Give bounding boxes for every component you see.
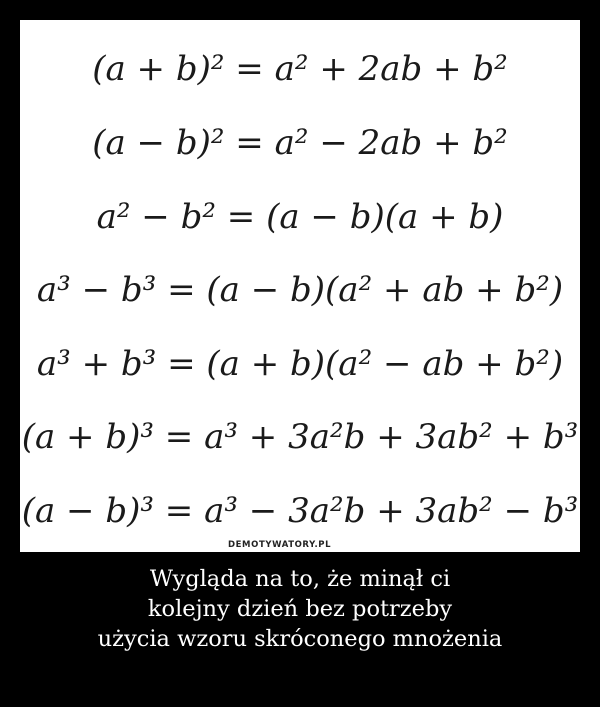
caption-line: Wygląda na to, że minął ci bbox=[149, 566, 451, 592]
caption-line: kolejny dzień bez potrzeby bbox=[147, 596, 453, 622]
formula-sum-of-cubes: a³ + b³ = (a + b)(a² − ab + b²) bbox=[36, 344, 564, 384]
formula-square-of-sum: (a + b)² = a² + 2ab + b² bbox=[92, 49, 508, 89]
caption bbox=[0, 564, 600, 654]
caption-line: użycia wzoru skróconego mnożenia bbox=[97, 626, 503, 652]
poster-image bbox=[20, 20, 580, 552]
formula-difference-of-squares: a² − b² = (a − b)(a + b) bbox=[96, 197, 504, 237]
watermark: DEMOTYWATORY.PL bbox=[224, 539, 335, 552]
formula-square-of-difference: (a − b)² = a² − 2ab + b² bbox=[92, 123, 508, 163]
formula-cube-of-sum: (a + b)³ = a³ + 3a²b + 3ab² + b³ bbox=[21, 417, 579, 457]
formula-cube-of-difference: (a − b)³ = a³ − 3a²b + 3ab² − b³ bbox=[21, 491, 579, 531]
formula-difference-of-cubes: a³ − b³ = (a − b)(a² + ab + b²) bbox=[36, 270, 564, 310]
